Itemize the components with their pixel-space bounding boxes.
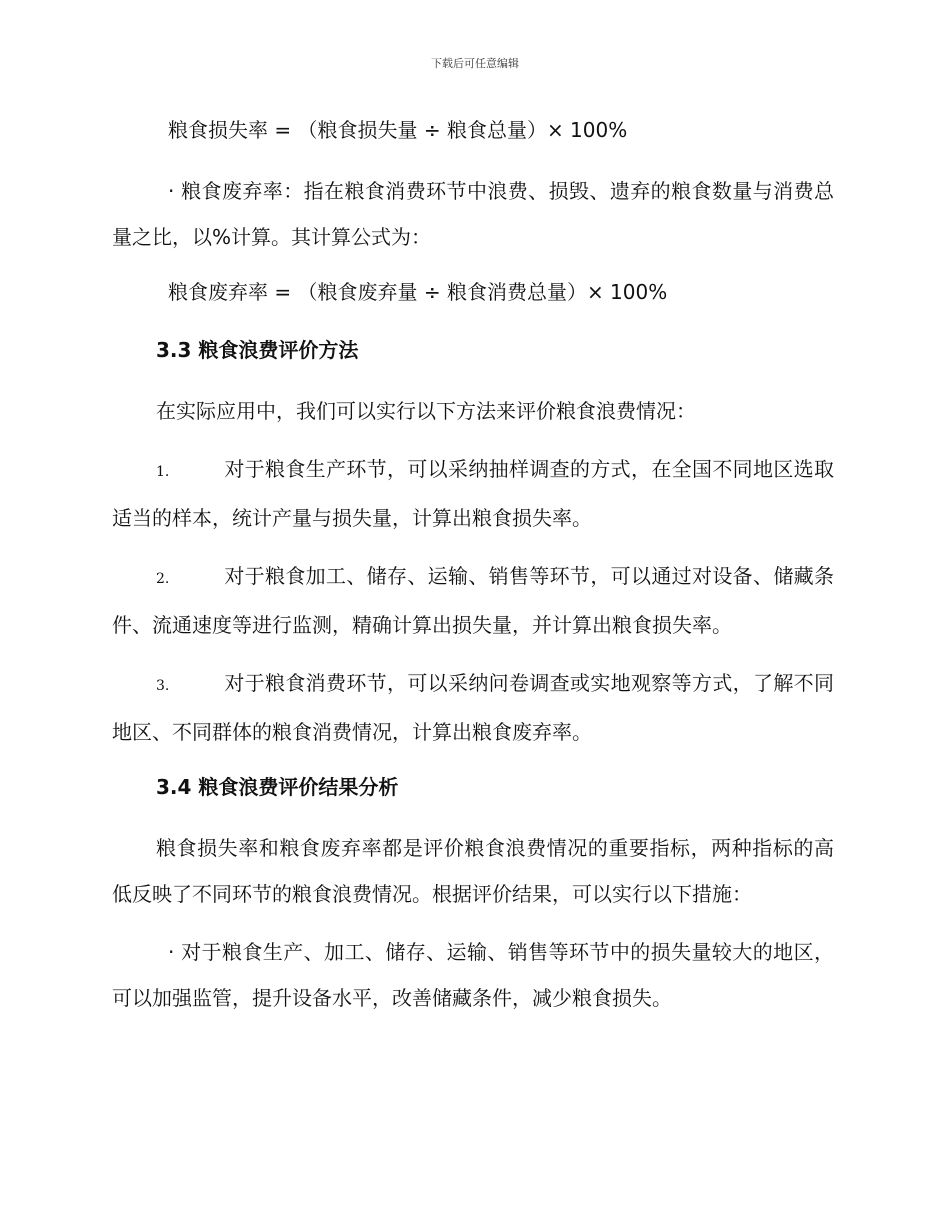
list-item (112, 553, 834, 648)
list-item-number: 2. (156, 571, 170, 587)
list-item (112, 446, 834, 541)
bullet-waste-rate-definition: · 粮食废弃率：指在粮食消费环节中浪费、损毁、遗弃的粮食数量与消费总量之比，以%计算。其计算公式为： (112, 179, 834, 249)
list-item-number: 1. (156, 464, 170, 480)
document-body (112, 110, 834, 1033)
list-item (112, 660, 834, 755)
section-heading-3-4: 3.4 粮食浪费评价结果分析 (156, 775, 399, 799)
bullet-measures: · 对于粮食生产、加工、储存、运输、销售等环节中的损失量较大的地区，可以加强监管，提升设备水平，改善储藏条件，减少粮食损失。 (112, 940, 834, 1010)
section-intro-3-3: 在实际应用中，我们可以实行以下方法来评价粮食浪费情况： (156, 399, 696, 423)
formula-waste-rate: 粮食废弃率 = （粮食废弃量 ÷ 粮食消费总量）× 100% (168, 280, 668, 304)
list-item-text: 对于粮食加工、储存、运输、销售等环节，可以通过对设备、储藏条件、流通速度等进行监测，精确计算出损失量，并计算出粮食损失率。 (112, 564, 834, 637)
section-paragraph-3-4: 粮食损失率和粮食废弃率都是评价粮食浪费情况的重要指标，两种指标的高低反映了不同环节的粮食浪费情况。根据评价结果，可以实行以下措施： (112, 836, 834, 906)
list-item-number: 3. (156, 678, 170, 694)
section-heading-3-3: 3.3 粮食浪费评价方法 (156, 338, 359, 362)
page-header: 下载后可任意编辑 (431, 57, 519, 70)
formula-loss-rate: 粮食损失率 = （粮食损失量 ÷ 粮食总量）× 100% (168, 118, 628, 142)
list-item-text: 对于粮食生产环节，可以采纳抽样调查的方式，在全国不同地区选取适当的样本，统计产量与损失量，计算出粮食损失率。 (112, 457, 834, 530)
list-item-text: 对于粮食消费环节，可以采纳问卷调查或实地观察等方式，了解不同地区、不同群体的粮食消费情况，计算出粮食废弃率。 (112, 671, 834, 744)
